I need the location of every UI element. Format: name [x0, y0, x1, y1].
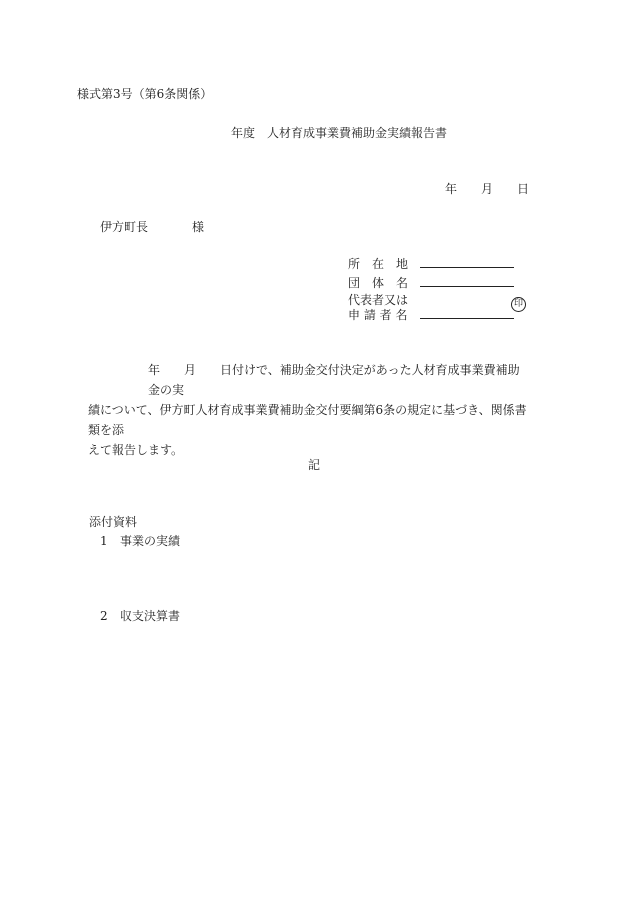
form-number: 様式第3号（第6条関係）	[77, 87, 213, 101]
addressee	[100, 218, 204, 235]
attachments-title: 添付資料	[89, 515, 138, 529]
ki-heading: 記	[308, 458, 321, 472]
attachment-label: 事業の実績	[120, 534, 181, 548]
group-label: 団 体 名	[348, 276, 409, 290]
attachment-number: 2	[100, 609, 108, 623]
body-line-1: 年 月 日付けで、補助金交付決定があった人材育成事業費補助金の実	[148, 363, 520, 397]
group-line	[420, 286, 514, 287]
body-line-2: 績について、伊方町人材育成事業費補助金交付要綱第6条の規定に基づき、関係書類を添	[88, 403, 527, 437]
applicant-group-row	[348, 274, 410, 291]
addressee-name: 伊方町長	[100, 220, 149, 234]
document-title: 年度 人材育成事業費補助金実績報告書	[231, 126, 448, 140]
rep-label-2: 申 請 者 名	[348, 308, 408, 322]
attachment-number: 1	[100, 534, 108, 548]
attachment-label: 収支決算書	[120, 609, 181, 623]
date-line: 年 月 日	[445, 182, 530, 196]
rep-label-1: 代表者又は	[348, 293, 409, 307]
address-line	[420, 267, 514, 268]
seal-mark: 印	[511, 297, 526, 312]
attachment-item	[100, 532, 180, 549]
applicant-rep-row-2	[348, 306, 410, 323]
body-line-3: えて報告します。	[88, 443, 184, 457]
applicant-address-row	[348, 255, 410, 272]
rep-line	[420, 318, 514, 319]
report-body	[88, 360, 528, 460]
addressee-honorific: 様	[192, 220, 205, 234]
address-label: 所 在 地	[348, 257, 409, 271]
attachment-item	[100, 607, 180, 624]
